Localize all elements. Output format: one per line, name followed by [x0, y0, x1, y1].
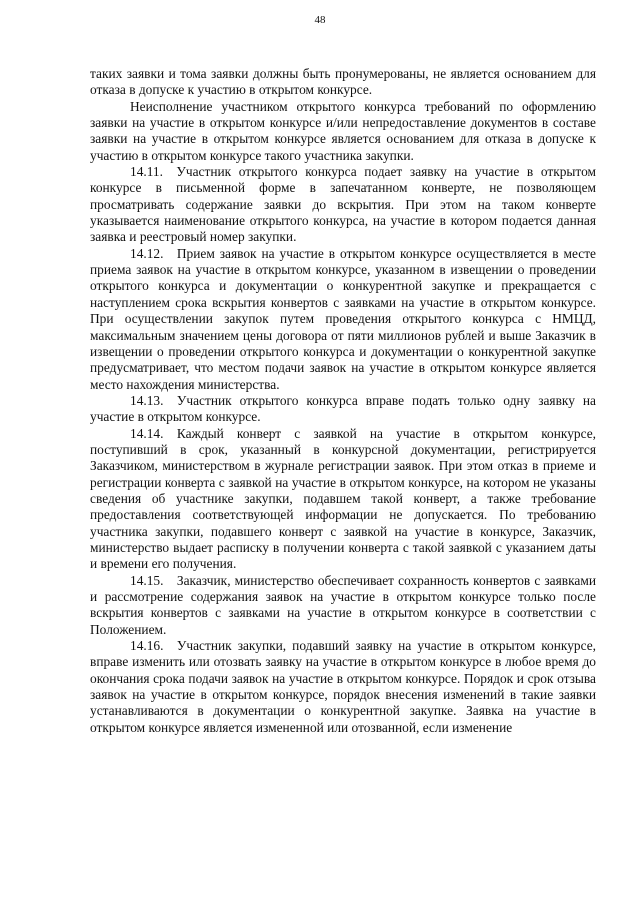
paragraph-continuation: таких заявки и тома заявки должны быть пронумерованы, не является основанием для отказа в допуске к участию в открытом конкурсе. — [90, 66, 596, 98]
clause-14-13: 14.13. Участник открытого конкурса вправе подать только одну заявку на участие в открытом конкурсе. — [90, 392, 596, 425]
clause-14-15: 14.15. Заказчик, министерство обеспечивает сохранность конвертов с заявками и рассмотрение содержания заявок на участие в открытом конкурсе только после вскрытия конвертов с заявками на участие в открытом конкурсе в соответствии с Положением. — [90, 572, 596, 637]
clause-14-12: 14.12. Прием заявок на участие в открытом конкурсе осуществляется в месте приема заявок на участие в открытом конкурсе, указанном в извещении о проведении открытого конкурса и документации о конкурентной закупке и прекращается с наступлением срока вскрытия конвертов с заявками на участие в открытом конкурсе. При осуществлении закупок путем проведения открытого конкурса с НМЦД, максимальным значением цены договора от пяти миллионов рублей и выше Заказчик в извещении о проведении открытого конкурса и документации о конкурентной закупке предусматривает, что местом подачи заявок на участие в открытом конкурсе является место нахождения министерства. — [90, 245, 596, 392]
document-body — [90, 66, 596, 736]
clause-14-14: 14.14. Каждый конверт с заявкой на участие в открытом конкурсе, поступивший в срок, указанный в конкурсной документации, регистрируется Заказчиком, министерством в журнале регистрации заявок. При этом отказ в приеме и регистрации конверта с заявкой на участие в открытом конкурсе, на котором не указаны сведения об участнике закупки, подавшем такой конверт, а также требование предоставления соответствующей информации не допускается. По требованию участника закупки, подавшего конверт с заявкой на участие в конкурсе, Заказчик, министерство выдает расписку в получении конверта с такой заявкой с указанием даты и времени его получения. — [90, 425, 596, 572]
clause-14-11: 14.11. Участник открытого конкурса подает заявку на участие в открытом конкурсе в письменной форме в запечатанном конверте, не позволяющем просматривать содержание заявки до вскрытия. При этом на таком конверте указывается наименование открытого конкурса, на участие в котором подается данная заявка и реестровый номер закупки. — [90, 164, 596, 245]
page-number: 48 — [314, 14, 326, 26]
paragraph-nonfulfillment: Неисполнение участником открытого конкурса требований по оформлению заявки на участие в открытом конкурсе и/или непредоставление документов в составе заявки на участие в открытом конкурсе является основанием для отказа в допуске к участию в открытом конкурсе такого участника закупки. — [90, 98, 596, 163]
clause-14-16: 14.16. Участник закупки, подавший заявку на участие в открытом конкурсе, вправе изменить или отозвать заявку на участие в открытом конкурсе в любое время до окончания срока подачи заявок на участие в открытом конкурсе. Порядок и срок отзыва заявок на участие в открытом конкурсе, порядок внесения изменений в такие заявки устанавливаются в документации о конкурентной закупке. Заявка на участие в открытом конкурсе является измененной или отозванной, если изменение — [90, 638, 596, 735]
